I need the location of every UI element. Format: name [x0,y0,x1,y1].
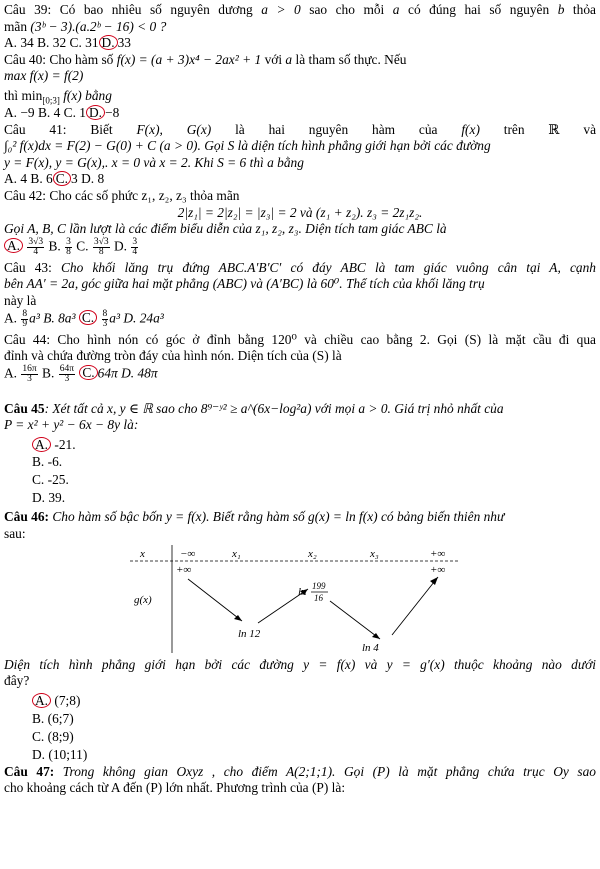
svg-text:x₂: x₂ [308,547,317,560]
svg-text:ln: ln [298,585,307,598]
q46-line2: sau: [4,526,26,542]
q43-line1: Câu 43: Cho khối lăng trụ đứng ABC.A′B′C′ có đáy ABC là tam giác vuông cân tại A, cạnh [4,259,597,275]
q39-line1: Câu 39: Có bao nhiêu số nguyên dương a > 0 sao cho mỗi a có đúng hai số nguyên b thỏa [4,2,596,17]
option: A. 34 [4,35,34,51]
answer-circle: A. [4,238,23,253]
svg-text:+∞: +∞ [430,547,446,560]
answer-circle: C. [53,171,71,186]
variation-table [130,545,460,653]
q45-option-a: A. -21. [4,437,596,454]
q44-line1: Câu 44: Cho hình nón có góc ở đỉnh bằng 120⁰ và chiều cao bằng 2. Gọi (S) là mặt cầu đi qua [4,331,596,347]
svg-text:ln 12: ln 12 [238,627,261,640]
q40-options: A. −9 B. 4 C. 1 D. −8 [4,104,120,120]
q45-line1: Câu 45: Xét tất cả x, y ∈ ℝ sao cho 8⁹⁻ʸ² ≥ a^(6x−log²a) với mọi a > 0. Giá trị nhỏ nhất của [4,400,504,416]
option: C. 31 [69,35,99,51]
q43-options: A. $\frac{8}{9}$ a³ B. 8a³ C. $\frac{8}{3}$ a³ D. 24a³ [4,308,164,329]
svg-text:16: 16 [314,592,323,603]
answer-circle: A. [32,693,51,708]
table-x-label: x [140,547,145,560]
q42-line2: 2|z₁| = 2|z₂| = |z₃| = 2 và (z₁ + z₂). z₃ = 2z₁z₂. [177,204,423,220]
svg-text:ln 4: ln 4 [362,641,379,653]
q45-line2: P = x² + y² − 6x − 8y là: [4,417,139,433]
q41-line3: y = F(x), y = G(x),. x = 0 và x = 2. Khi S = 6 thì a bằng [4,154,304,170]
svg-text:x₃: x₃ [370,547,379,560]
q42-line1: Câu 42: Cho các số phức z₁, z₂, z₃ thỏa mãn [4,187,240,203]
answer-circle: C. [79,310,97,325]
q46-option-a: A. (7;8) [4,692,596,710]
q44-options: A. $\frac{16\pi}{3}$ B. $\frac{64\pi}{3}$ C. 64π D. 48π [4,363,158,384]
q44-line2: đỉnh và chứa đường tròn đáy của hình nón. Diện tích của (S) là [4,348,342,364]
q43-line3: này là [4,292,37,308]
q47-line2: cho khoảng cách từ A đến (P) lớn nhất. Phương trình của (P) là: [4,780,346,796]
answer-circle: D. [86,105,105,120]
q46-line4: đây? [4,673,30,689]
svg-text:+∞: +∞ [176,563,192,576]
q39-label: Câu 39: [4,2,52,17]
q40-line3: thì $\min_{[0;3]} f(x)$ bằng [4,88,112,107]
answer-circle: D. [99,35,118,50]
q41-line1: Câu 41: Biết F(x), G(x) là hai nguyên hàm của f(x) trên ℝ và [4,121,597,137]
answer-circle: C. [79,365,97,380]
svg-text:−∞: −∞ [180,547,196,560]
q46-line3: Diện tích hình phẳng giới hạn bởi các đường y = f(x) và y = g′(x) thuộc khoảng nào dưới [4,656,596,672]
q40-line1: Câu 40: Cho hàm số f(x) = (a + 3)x⁴ − 2ax² + 1 với a là tham số thực. Nếu [4,51,407,67]
q46-line1: Câu 46: Cho hàm số bậc bốn y = f(x). Biết rằng hàm số g(x) = ln f(x) có bảng biến thiên như [4,509,505,525]
q41-line2: ∫₀² f(x)dx = F(2) − G(0) + C (a > 0). Gọi S là diện tích hình phẳng giới hạn bởi các đường [4,138,491,154]
svg-text:x₁: x₁ [232,547,241,560]
q42-line3: Gọi A, B, C lần lượt là các điểm biểu diễn của z₁, z₂, z₃. Diện tích tam giác ABC là [4,221,447,237]
q47-line1: Câu 47: Trong không gian Oxyz , cho điểm A(2;1;1). Gọi (P) là mặt phẳng chứa trục Oy sao [4,763,596,779]
answer-circle: A. [32,437,51,452]
option: B. 32 [37,35,67,51]
q40-line2: max f(x) = f(2) [4,68,84,84]
svg-text:199: 199 [312,580,326,591]
document-page: Câu 39: Có bao nhiêu số nguyên dương a > 0 sao cho mỗi a có đúng hai số nguyên b thỏa mãn (3ᵇ − 3).(a.2ᵇ − 16) < 0 ? A. 34 B. 32 C. 31 D. 33 Câu 40: Cho hàm số f(x) = (a + 3)x⁴ − 2ax² + 1 với a là tham số thực. Nếu max f(x) = f(2) thì $\min_{[0;3]} f(x)$ bằng A. −9 B. 4 C. 1 D. −8 Câu 41: Biết F(x), G(x) là hai nguyên hàm của f(x) trên ℝ và ∫₀² f(x)dx = F(2) − G(0) + C (a > 0). Gọi S là diện tích hình phẳng giới hạn bởi các đường y = F(x), y = G(x),. x = 0 và x = 2. Khi S = 6 thì a bằng A. 4 B. 6 C. 3 D. 8 Câu 42: Cho các số phức z₁, z₂, z₃ thỏa mãn 2|z₁| = 2|z₂| = |z₃| = 2 và (z₁ + z₂). z₃ = 2z₁z₂. Gọi A, B, C lần lượt là các điểm biểu diễn của z₁, z₂, z₃. Diện tích tam giác ABC là A. $\frac{3√3}{4}$ B. $\frac{3}{8}$ C. $\frac{3√3}{8}$ D. $\frac{3}{4}$ Câu 43: Cho khối lăng trụ đứng ABC.A′B′C′ có đáy ABC là tam giác vuông cân tại A, cạnh bên AA′ = 2a, góc giữa hai mặt phẳng (ABC) và (A′BC) là 60⁰. Thể tích của khối lăng trụ này là A. $\frac{8}{9}$ a³ B. 8a³ C. $\frac{8}{3}$ a³ D. 24a³ Câu 44: Cho hình nón có góc ở đỉnh bằng 120⁰ và chiều cao bằng 2. Gọi (S) là mặt cầu đi qua đỉnh và chứa đường tròn đáy của hình nón. Diện tích của (S) là A. $\frac{16\pi}{3}$ B. $\frac{64\pi}{3}$ C. 64π D. 48π Câu 45: Xét tất cả x, y ∈ ℝ sao cho 8⁹⁻ʸ² ≥ a^(6x−log²a) với mọi a > 0. Giá trị nhỏ nhất của P = x² + y² − 6x − 8y là: A. -21. B. -6. C. -25. D. 39. Câu 46: Cho hàm số bậc bốn y = f(x). Biết rằng hàm số g(x) = ln f(x) có bảng biến thiên như sau: x −∞ x₁ x₂ x₃ +∞ g(x) +∞ +∞ ln 12 ln 199 16 ln 4 Diện tích hình phẳng giới hạn bởi các đường y = f(x) và y = g′(x) thuộc khoảng nào dưới đây? A. (7;8) B. (6;7) C. (8;9) D. (10;11) Câu 47: Trong không gian Oxyz , cho điểm A(2;1;1). Gọi (P) là mặt phẳng chứa trục Oy sao cho khoảng cách từ A đến (P) lớn nhất. Phương trình của (P) là: [4,2,597,796]
q43-line2: bên AA′ = 2a, góc giữa hai mặt phẳng (ABC) và (A′BC) là 60⁰. Thể tích của khối lăng trụ [4,276,485,292]
q41-options: A. 4 B. 6 C. 3 D. 8 [4,171,105,187]
q42-options: A. $\frac{3√3}{4}$ B. $\frac{3}{8}$ C. $\frac{3√3}{8}$ D. $\frac{3}{4}$ [4,238,596,260]
table-g-label: g(x) [134,593,152,606]
q39-options: A. 34 B. 32 C. 31 D. 33 [4,35,131,51]
q39-line2: mãn (3ᵇ − 3).(a.2ᵇ − 16) < 0 ? [4,18,167,34]
svg-text:+∞: +∞ [430,563,446,576]
